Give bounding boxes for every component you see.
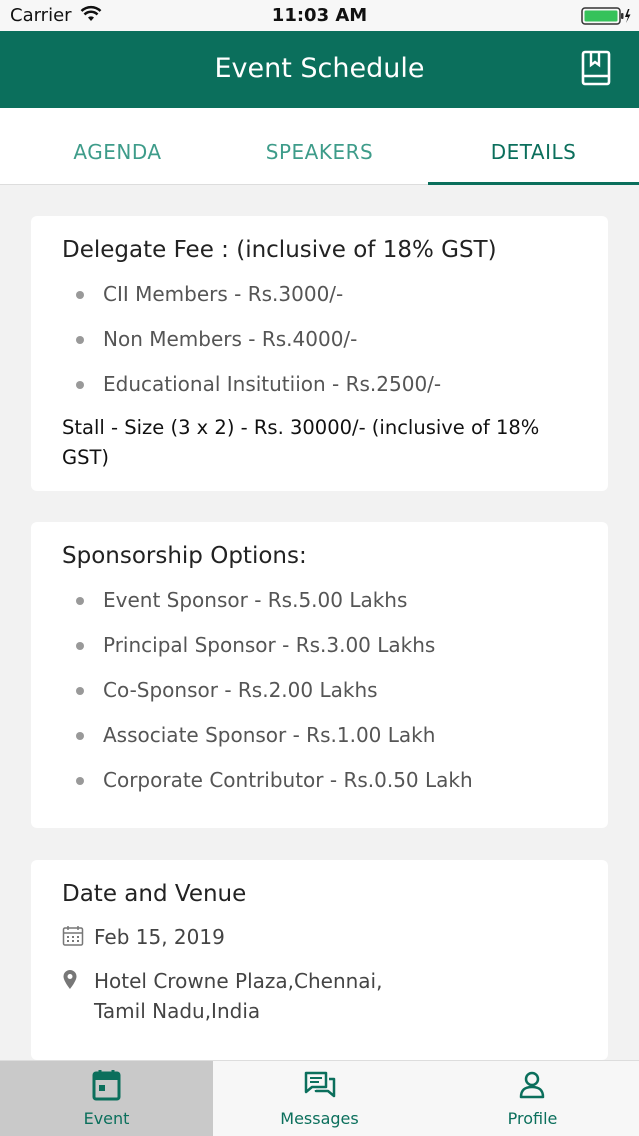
profile-icon	[426, 1069, 639, 1101]
bullet-icon	[76, 597, 84, 605]
nav-event[interactable]	[0, 1061, 213, 1136]
tab-bar	[0, 108, 639, 185]
bullet-icon	[76, 291, 84, 299]
fee-list	[62, 272, 577, 407]
status-time: 11:03 AM	[271, 5, 368, 26]
messages-icon	[213, 1069, 426, 1101]
location-pin-icon	[62, 969, 78, 991]
sponsorship-list	[62, 578, 577, 803]
bullet-icon	[76, 777, 84, 785]
list-item: Event Sponsor - Rs.5.00 Lakhs	[62, 578, 577, 623]
calendar-icon	[62, 925, 84, 947]
bullet-icon	[76, 381, 84, 389]
tab-speakers[interactable]: SPEAKERS	[265, 140, 374, 164]
bullet-icon	[76, 687, 84, 695]
carrier-label: Carrier	[10, 5, 72, 26]
date-text: Feb 15, 2019	[94, 925, 225, 949]
tab-details[interactable]: DETAILS	[428, 108, 639, 185]
page-title: Event Schedule	[214, 53, 425, 84]
list-item: Educational Insitutiion - Rs.2500/-	[62, 362, 577, 407]
location-text: Hotel Crowne Plaza,Chennai, Tamil Nadu,India	[94, 969, 383, 1023]
list-item: Co-Sponsor - Rs.2.00 Lakhs	[62, 668, 577, 713]
sponsorship-card	[31, 522, 608, 828]
calendar-icon	[0, 1069, 213, 1101]
bullet-icon	[76, 336, 84, 344]
list-item: Corporate Contributor - Rs.0.50 Lakh	[62, 758, 577, 803]
book-icon[interactable]	[581, 50, 611, 86]
list-item: CII Members - Rs.3000/-	[62, 272, 577, 317]
active-tab-indicator	[428, 182, 639, 185]
venue-card	[31, 860, 608, 1060]
card-title: Date and Venue	[62, 881, 247, 907]
card-title: Sponsorship Options:	[62, 543, 307, 569]
bottom-nav	[0, 1060, 639, 1136]
battery-icon	[581, 6, 631, 26]
event-location	[62, 966, 402, 1026]
bullet-icon	[76, 642, 84, 650]
status-bar	[0, 0, 639, 31]
event-date	[62, 922, 577, 952]
nav-profile[interactable]	[426, 1061, 639, 1136]
nav-label: Messages	[280, 1109, 359, 1128]
card-title: Delegate Fee : (inclusive of 18% GST)	[62, 237, 497, 263]
bullet-icon	[76, 732, 84, 740]
list-item: Associate Sponsor - Rs.1.00 Lakh	[62, 713, 577, 758]
delegate-fee-card	[31, 216, 608, 491]
stall-note: Stall - Size (3 x 2) - Rs. 30000/- (inclusive of 18% GST)	[62, 416, 540, 469]
list-item: Non Members - Rs.4000/-	[62, 317, 577, 362]
nav-messages[interactable]	[213, 1061, 426, 1136]
tab-agenda[interactable]: AGENDA	[73, 140, 162, 164]
nav-label: Event	[83, 1109, 130, 1128]
app-header	[0, 31, 639, 108]
list-item: Principal Sponsor - Rs.3.00 Lakhs	[62, 623, 577, 668]
nav-label: Profile	[507, 1109, 558, 1128]
